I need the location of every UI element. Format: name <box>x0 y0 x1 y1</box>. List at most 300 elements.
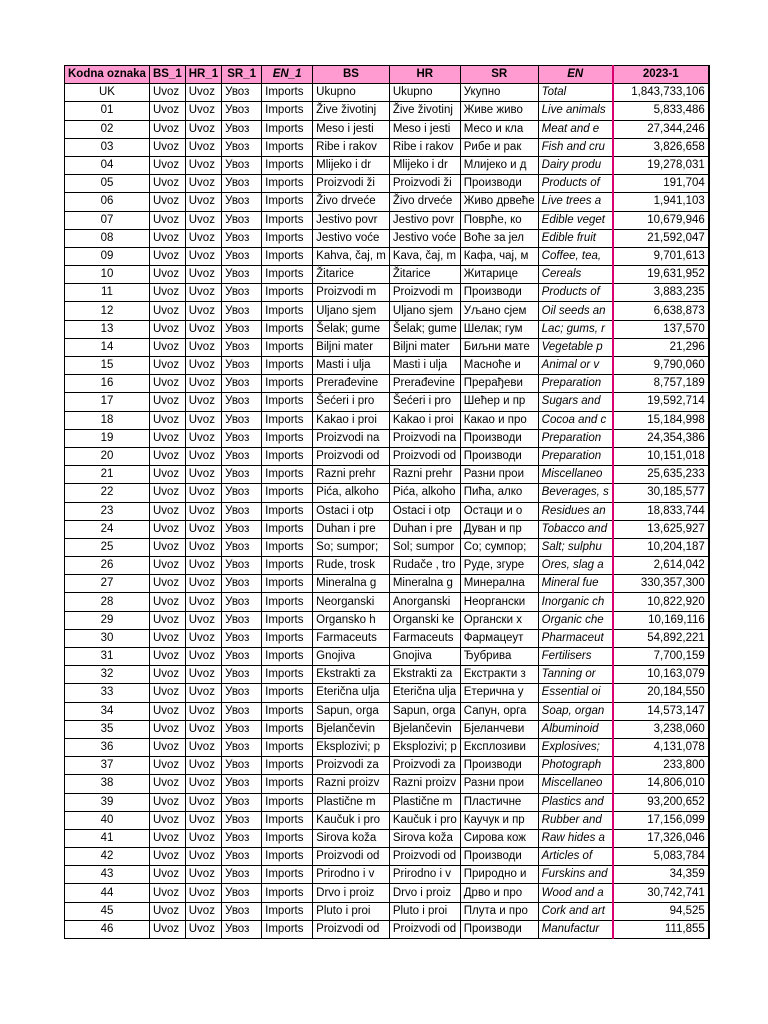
table-cell[interactable]: Imports <box>262 829 313 847</box>
table-cell[interactable]: Kaučuk i pro <box>313 811 390 829</box>
table-cell[interactable]: 27,344,246 <box>613 120 709 138</box>
table-cell[interactable]: Uvoz <box>149 284 185 302</box>
table-cell[interactable]: 17 <box>65 393 150 411</box>
table-cell[interactable]: Uvoz <box>149 266 185 284</box>
table-cell[interactable]: Експлозиви <box>460 738 538 756</box>
table-cell[interactable]: Živo drveće <box>313 193 390 211</box>
table-cell[interactable]: Uvoz <box>149 247 185 265</box>
table-cell[interactable]: Увоз <box>222 920 262 938</box>
table-cell[interactable]: Imports <box>262 84 313 102</box>
table-cell[interactable]: 30,742,741 <box>613 884 709 902</box>
table-cell[interactable]: Пића, алко <box>460 484 538 502</box>
table-cell[interactable]: Products of <box>538 284 613 302</box>
table-cell[interactable]: 21,296 <box>613 338 709 356</box>
table-cell[interactable]: Residues an <box>538 502 613 520</box>
table-cell[interactable]: Плута и про <box>460 902 538 920</box>
table-cell[interactable]: Увоз <box>222 793 262 811</box>
table-cell[interactable]: Uvoz <box>185 811 221 829</box>
table-cell[interactable]: 10,204,187 <box>613 538 709 556</box>
table-cell[interactable]: 13,625,927 <box>613 520 709 538</box>
table-cell[interactable]: Uvoz <box>185 338 221 356</box>
table-cell[interactable]: Uvoz <box>149 156 185 174</box>
table-cell[interactable]: Imports <box>262 666 313 684</box>
table-cell[interactable]: Ribe i rakov <box>313 138 390 156</box>
table-cell[interactable]: 9,701,613 <box>613 247 709 265</box>
table-cell[interactable]: Uvoz <box>149 429 185 447</box>
table-cell[interactable]: Дрво и про <box>460 884 538 902</box>
table-cell[interactable]: Šelak; gume <box>313 320 390 338</box>
table-cell[interactable]: Разни прои <box>460 466 538 484</box>
table-cell[interactable]: Raw hides a <box>538 829 613 847</box>
header-cell[interactable]: Kodna oznaka <box>65 66 150 84</box>
table-cell[interactable]: Rudače , tro <box>389 557 460 575</box>
table-cell[interactable]: Каучук и пр <box>460 811 538 829</box>
table-cell[interactable]: Uvoz <box>149 229 185 247</box>
table-cell[interactable]: Производи <box>460 920 538 938</box>
table-cell[interactable]: 01 <box>65 102 150 120</box>
table-cell[interactable]: Imports <box>262 902 313 920</box>
table-cell[interactable]: Увоз <box>222 666 262 684</box>
table-cell[interactable]: Imports <box>262 156 313 174</box>
table-cell[interactable]: 45 <box>65 902 150 920</box>
table-cell[interactable]: Imports <box>262 484 313 502</box>
table-cell[interactable]: Coffee, tea, <box>538 247 613 265</box>
table-cell[interactable]: Uvoz <box>149 557 185 575</box>
table-cell[interactable]: Uvoz <box>149 720 185 738</box>
table-cell[interactable]: Imports <box>262 793 313 811</box>
header-cell[interactable]: HR <box>389 66 460 84</box>
table-cell[interactable]: Imports <box>262 557 313 575</box>
table-cell[interactable]: 07 <box>65 211 150 229</box>
table-cell[interactable]: Увоз <box>222 575 262 593</box>
table-cell[interactable]: Proizvodi od <box>313 848 390 866</box>
table-cell[interactable]: Uvoz <box>149 175 185 193</box>
table-cell[interactable]: Uvoz <box>149 138 185 156</box>
table-cell[interactable]: Увоз <box>222 411 262 429</box>
table-cell[interactable]: Uvoz <box>185 229 221 247</box>
table-cell[interactable]: 30,185,577 <box>613 484 709 502</box>
table-cell[interactable]: Uvoz <box>185 793 221 811</box>
table-cell[interactable]: 22 <box>65 484 150 502</box>
table-cell[interactable]: Uvoz <box>149 648 185 666</box>
table-cell[interactable]: Rubber and <box>538 811 613 829</box>
table-cell[interactable]: 8,757,189 <box>613 375 709 393</box>
table-cell[interactable]: Meso i jesti <box>389 120 460 138</box>
table-cell[interactable]: 7,700,159 <box>613 648 709 666</box>
table-cell[interactable]: Увоз <box>222 738 262 756</box>
table-cell[interactable]: 36 <box>65 738 150 756</box>
table-cell[interactable]: 11 <box>65 284 150 302</box>
table-cell[interactable]: Uvoz <box>149 829 185 847</box>
table-cell[interactable]: Uvoz <box>185 393 221 411</box>
table-cell[interactable]: Sol; sumpor <box>389 538 460 556</box>
table-cell[interactable]: Uvoz <box>185 302 221 320</box>
table-cell[interactable]: Dairy produ <box>538 156 613 174</box>
table-cell[interactable]: Uvoz <box>149 793 185 811</box>
table-cell[interactable]: Eksplozivi; p <box>313 738 390 756</box>
table-cell[interactable]: Житарице <box>460 266 538 284</box>
table-cell[interactable]: Увоз <box>222 866 262 884</box>
table-cell[interactable]: Uvoz <box>149 738 185 756</box>
table-cell[interactable]: Imports <box>262 684 313 702</box>
table-cell[interactable]: Beverages, s <box>538 484 613 502</box>
table-cell[interactable]: Preparation <box>538 447 613 465</box>
table-cell[interactable]: Uvoz <box>149 447 185 465</box>
table-cell[interactable]: 41 <box>65 829 150 847</box>
table-cell[interactable]: Imports <box>262 575 313 593</box>
table-cell[interactable]: Увоз <box>222 375 262 393</box>
table-cell[interactable]: Фармацеут <box>460 629 538 647</box>
table-cell[interactable]: Bjelančevin <box>389 720 460 738</box>
table-cell[interactable]: Uvoz <box>185 102 221 120</box>
table-cell[interactable]: 10,169,116 <box>613 611 709 629</box>
table-cell[interactable]: Jestivo voće <box>389 229 460 247</box>
table-cell[interactable]: Увоз <box>222 247 262 265</box>
table-cell[interactable]: Imports <box>262 648 313 666</box>
table-cell[interactable]: Укупно <box>460 84 538 102</box>
table-cell[interactable]: Imports <box>262 520 313 538</box>
table-cell[interactable]: Uvoz <box>149 775 185 793</box>
table-cell[interactable]: Uvoz <box>185 848 221 866</box>
table-cell[interactable]: 31 <box>65 648 150 666</box>
table-cell[interactable]: Proizvodi na <box>313 429 390 447</box>
table-cell[interactable]: Imports <box>262 611 313 629</box>
table-cell[interactable]: 32 <box>65 666 150 684</box>
table-cell[interactable]: Duhan i pre <box>313 520 390 538</box>
table-cell[interactable]: Uvoz <box>149 629 185 647</box>
table-cell[interactable]: Биљни мате <box>460 338 538 356</box>
table-cell[interactable]: Увоз <box>222 757 262 775</box>
header-cell[interactable]: EN <box>538 66 613 84</box>
table-cell[interactable]: Jestivo povr <box>389 211 460 229</box>
table-cell[interactable]: Uvoz <box>185 120 221 138</box>
table-cell[interactable]: Inorganic ch <box>538 593 613 611</box>
table-cell[interactable]: Воће за јел <box>460 229 538 247</box>
table-cell[interactable]: 08 <box>65 229 150 247</box>
table-cell[interactable]: 1,843,733,106 <box>613 84 709 102</box>
table-cell[interactable]: 9,790,060 <box>613 357 709 375</box>
table-cell[interactable]: Uvoz <box>185 920 221 938</box>
table-cell[interactable]: Uvoz <box>149 520 185 538</box>
table-cell[interactable]: Imports <box>262 411 313 429</box>
table-cell[interactable]: Miscellaneo <box>538 775 613 793</box>
table-cell[interactable]: Uvoz <box>149 575 185 593</box>
table-cell[interactable]: Uvoz <box>185 175 221 193</box>
table-cell[interactable]: Organic che <box>538 611 613 629</box>
table-cell[interactable]: Imports <box>262 229 313 247</box>
table-cell[interactable]: Oil seeds an <box>538 302 613 320</box>
table-cell[interactable]: Увоз <box>222 302 262 320</box>
table-cell[interactable]: Prerađevine <box>389 375 460 393</box>
table-cell[interactable]: 6,638,873 <box>613 302 709 320</box>
table-cell[interactable]: Uvoz <box>185 138 221 156</box>
table-cell[interactable]: 06 <box>65 193 150 211</box>
table-cell[interactable]: Proizvodi od <box>313 447 390 465</box>
table-cell[interactable]: 05 <box>65 175 150 193</box>
table-cell[interactable]: 4,131,078 <box>613 738 709 756</box>
table-cell[interactable]: Proizvodi ži <box>389 175 460 193</box>
table-cell[interactable]: Uvoz <box>149 684 185 702</box>
table-cell[interactable]: Uvoz <box>149 302 185 320</box>
table-cell[interactable]: Увоз <box>222 884 262 902</box>
table-cell[interactable]: Екстракти з <box>460 666 538 684</box>
table-cell[interactable]: Sapun, orga <box>313 702 390 720</box>
table-cell[interactable]: Uvoz <box>185 84 221 102</box>
table-cell[interactable]: Razni prehr <box>313 466 390 484</box>
table-cell[interactable]: Kava, čaj, m <box>389 247 460 265</box>
table-cell[interactable]: Eterična ulja <box>313 684 390 702</box>
table-cell[interactable]: Fertilisers <box>538 648 613 666</box>
table-cell[interactable]: Prirodno i v <box>389 866 460 884</box>
table-cell[interactable]: 19 <box>65 429 150 447</box>
table-cell[interactable]: Uvoz <box>185 429 221 447</box>
table-cell[interactable]: Uvoz <box>185 575 221 593</box>
table-cell[interactable]: Jestivo voće <box>313 229 390 247</box>
table-cell[interactable]: Gnojiva <box>313 648 390 666</box>
table-cell[interactable]: Uvoz <box>149 866 185 884</box>
table-cell[interactable]: Uvoz <box>185 375 221 393</box>
table-cell[interactable]: Uvoz <box>185 557 221 575</box>
table-cell[interactable]: Сапун, орга <box>460 702 538 720</box>
table-cell[interactable]: Farmaceuts <box>389 629 460 647</box>
header-cell[interactable]: 2023-1 <box>613 66 709 84</box>
table-cell[interactable]: Uvoz <box>185 884 221 902</box>
table-cell[interactable]: 14,573,147 <box>613 702 709 720</box>
table-cell[interactable]: Увоз <box>222 229 262 247</box>
table-cell[interactable]: Furskins and <box>538 866 613 884</box>
table-cell[interactable]: Imports <box>262 266 313 284</box>
table-cell[interactable]: 28 <box>65 593 150 611</box>
table-cell[interactable]: 21,592,047 <box>613 229 709 247</box>
table-cell[interactable]: Pića, alkoho <box>389 484 460 502</box>
table-cell[interactable]: Kaučuk i pro <box>389 811 460 829</box>
table-cell[interactable]: 33 <box>65 684 150 702</box>
table-cell[interactable]: Proizvodi na <box>389 429 460 447</box>
table-cell[interactable]: Uvoz <box>185 829 221 847</box>
table-cell[interactable]: Imports <box>262 138 313 156</box>
table-cell[interactable]: Imports <box>262 302 313 320</box>
table-cell[interactable]: Uvoz <box>149 702 185 720</box>
table-cell[interactable]: 27 <box>65 575 150 593</box>
table-cell[interactable]: Gnojiva <box>389 648 460 666</box>
table-cell[interactable]: Masti i ulja <box>313 357 390 375</box>
table-cell[interactable]: 3,883,235 <box>613 284 709 302</box>
table-cell[interactable]: 26 <box>65 557 150 575</box>
table-cell[interactable]: Производи <box>460 429 538 447</box>
table-cell[interactable]: Preparation <box>538 375 613 393</box>
table-cell[interactable]: Увоз <box>222 811 262 829</box>
table-cell[interactable]: Biljni mater <box>313 338 390 356</box>
table-cell[interactable]: 13 <box>65 320 150 338</box>
table-cell[interactable]: Tanning or <box>538 666 613 684</box>
table-cell[interactable]: Uvoz <box>185 666 221 684</box>
table-cell[interactable]: 10,679,946 <box>613 211 709 229</box>
table-cell[interactable]: Какао и про <box>460 411 538 429</box>
table-cell[interactable]: Дуван и пр <box>460 520 538 538</box>
table-cell[interactable]: Uvoz <box>185 284 221 302</box>
table-cell[interactable]: Pharmaceut <box>538 629 613 647</box>
table-cell[interactable]: Увоз <box>222 393 262 411</box>
table-cell[interactable]: Увоз <box>222 138 262 156</box>
table-cell[interactable]: Млијеко и д <box>460 156 538 174</box>
table-cell[interactable]: Увоз <box>222 611 262 629</box>
table-cell[interactable]: Увоз <box>222 520 262 538</box>
table-cell[interactable]: Soap, organ <box>538 702 613 720</box>
table-cell[interactable]: Uvoz <box>149 902 185 920</box>
table-cell[interactable]: Uvoz <box>185 447 221 465</box>
table-cell[interactable]: Pluto i proi <box>313 902 390 920</box>
table-cell[interactable]: 10,151,018 <box>613 447 709 465</box>
table-cell[interactable]: Imports <box>262 120 313 138</box>
table-cell[interactable]: 39 <box>65 793 150 811</box>
table-cell[interactable]: Увоз <box>222 102 262 120</box>
table-cell[interactable]: Производи <box>460 757 538 775</box>
table-cell[interactable]: Uvoz <box>149 538 185 556</box>
table-cell[interactable]: Uvoz <box>149 920 185 938</box>
table-cell[interactable]: Увоз <box>222 193 262 211</box>
table-cell[interactable]: Eksplozivi; p <box>389 738 460 756</box>
table-cell[interactable]: Шелак; гум <box>460 320 538 338</box>
table-cell[interactable]: Живо дрвеће <box>460 193 538 211</box>
table-cell[interactable]: Uvoz <box>185 520 221 538</box>
table-cell[interactable]: Šećeri i pro <box>313 393 390 411</box>
table-cell[interactable]: 54,892,221 <box>613 629 709 647</box>
table-cell[interactable]: Uvoz <box>149 84 185 102</box>
table-cell[interactable]: Увоз <box>222 120 262 138</box>
table-cell[interactable]: Live trees a <box>538 193 613 211</box>
table-cell[interactable]: 25,635,233 <box>613 466 709 484</box>
table-cell[interactable]: Cereals <box>538 266 613 284</box>
table-cell[interactable]: Šećeri i pro <box>389 393 460 411</box>
table-cell[interactable]: 94,525 <box>613 902 709 920</box>
table-cell[interactable]: 5,833,486 <box>613 102 709 120</box>
table-cell[interactable]: Uvoz <box>185 266 221 284</box>
table-cell[interactable]: Meat and e <box>538 120 613 138</box>
table-cell[interactable]: 18,833,744 <box>613 502 709 520</box>
table-cell[interactable]: Imports <box>262 320 313 338</box>
table-cell[interactable]: Бјеланчеви <box>460 720 538 738</box>
table-cell[interactable]: 19,631,952 <box>613 266 709 284</box>
table-cell[interactable]: Со; сумпор; <box>460 538 538 556</box>
table-cell[interactable]: Žive životinj <box>389 102 460 120</box>
table-cell[interactable]: Uvoz <box>149 611 185 629</box>
table-cell[interactable]: 19,278,031 <box>613 156 709 174</box>
table-cell[interactable]: Imports <box>262 211 313 229</box>
table-cell[interactable]: Uvoz <box>149 320 185 338</box>
table-cell[interactable]: Органски х <box>460 611 538 629</box>
table-cell[interactable]: Uvoz <box>185 738 221 756</box>
table-cell[interactable]: 35 <box>65 720 150 738</box>
table-cell[interactable]: Imports <box>262 738 313 756</box>
table-cell[interactable]: Uvoz <box>185 211 221 229</box>
table-cell[interactable]: Razni prehr <box>389 466 460 484</box>
header-cell[interactable]: HR_1 <box>185 66 221 84</box>
table-cell[interactable]: Сирова кож <box>460 829 538 847</box>
table-cell[interactable]: Bjelančevin <box>313 720 390 738</box>
table-cell[interactable]: UK <box>65 84 150 102</box>
table-cell[interactable]: Увоз <box>222 156 262 174</box>
table-cell[interactable]: Plastične m <box>389 793 460 811</box>
table-cell[interactable]: Plastics and <box>538 793 613 811</box>
table-cell[interactable]: Masti i ulja <box>389 357 460 375</box>
table-cell[interactable]: 40 <box>65 811 150 829</box>
table-cell[interactable]: Plastične m <box>313 793 390 811</box>
table-cell[interactable]: 1,941,103 <box>613 193 709 211</box>
table-cell[interactable]: 10,822,920 <box>613 593 709 611</box>
table-cell[interactable]: 02 <box>65 120 150 138</box>
table-cell[interactable]: Total <box>538 84 613 102</box>
table-cell[interactable]: Кафа, чај, м <box>460 247 538 265</box>
table-cell[interactable]: Drvo i proiz <box>313 884 390 902</box>
table-cell[interactable]: 12 <box>65 302 150 320</box>
table-cell[interactable]: 5,083,784 <box>613 848 709 866</box>
table-cell[interactable]: Увоз <box>222 447 262 465</box>
table-cell[interactable]: Uvoz <box>185 648 221 666</box>
table-cell[interactable]: Imports <box>262 866 313 884</box>
table-cell[interactable]: Organsko h <box>313 611 390 629</box>
table-cell[interactable]: Proizvodi za <box>313 757 390 775</box>
table-cell[interactable]: Производи <box>460 447 538 465</box>
table-cell[interactable]: Miscellaneo <box>538 466 613 484</box>
table-cell[interactable]: 21 <box>65 466 150 484</box>
table-cell[interactable]: Proizvodi ži <box>313 175 390 193</box>
table-cell[interactable]: Articles of <box>538 848 613 866</box>
table-cell[interactable]: Explosives; <box>538 738 613 756</box>
table-cell[interactable]: Proizvodi od <box>389 447 460 465</box>
table-cell[interactable]: 24 <box>65 520 150 538</box>
table-cell[interactable]: So; sumpor; <box>313 538 390 556</box>
table-cell[interactable]: Uvoz <box>149 193 185 211</box>
table-cell[interactable]: 14 <box>65 338 150 356</box>
table-cell[interactable]: Uvoz <box>149 593 185 611</box>
table-cell[interactable]: Уљано сјем <box>460 302 538 320</box>
table-cell[interactable]: Albuminoid <box>538 720 613 738</box>
table-cell[interactable]: Uvoz <box>185 502 221 520</box>
table-cell[interactable]: Prirodno i v <box>313 866 390 884</box>
table-cell[interactable]: Drvo i proiz <box>389 884 460 902</box>
table-cell[interactable]: Edible veget <box>538 211 613 229</box>
table-cell[interactable]: Uvoz <box>149 811 185 829</box>
table-cell[interactable]: 17,326,046 <box>613 829 709 847</box>
table-cell[interactable]: Imports <box>262 357 313 375</box>
table-cell[interactable]: Imports <box>262 102 313 120</box>
table-cell[interactable]: Imports <box>262 848 313 866</box>
table-cell[interactable]: Imports <box>262 247 313 265</box>
table-cell[interactable]: Увоз <box>222 829 262 847</box>
table-cell[interactable]: Природно и <box>460 866 538 884</box>
table-cell[interactable]: 37 <box>65 757 150 775</box>
table-cell[interactable]: Duhan i pre <box>389 520 460 538</box>
table-cell[interactable]: Увоз <box>222 902 262 920</box>
table-cell[interactable]: Sirova koža <box>389 829 460 847</box>
table-cell[interactable]: 29 <box>65 611 150 629</box>
table-cell[interactable]: Razni proizv <box>389 775 460 793</box>
table-cell[interactable]: Razni proizv <box>313 775 390 793</box>
table-cell[interactable]: Uvoz <box>185 757 221 775</box>
table-cell[interactable]: Imports <box>262 775 313 793</box>
table-cell[interactable]: Fish and cru <box>538 138 613 156</box>
table-cell[interactable]: Прерађеви <box>460 375 538 393</box>
table-cell[interactable]: Vegetable p <box>538 338 613 356</box>
table-cell[interactable]: 20,184,550 <box>613 684 709 702</box>
table-cell[interactable]: 43 <box>65 866 150 884</box>
table-cell[interactable]: 42 <box>65 848 150 866</box>
table-cell[interactable]: Uvoz <box>185 702 221 720</box>
table-cell[interactable]: Proizvodi m <box>389 284 460 302</box>
table-cell[interactable]: 137,570 <box>613 320 709 338</box>
table-cell[interactable]: Uljano sjem <box>313 302 390 320</box>
table-cell[interactable]: 17,156,099 <box>613 811 709 829</box>
